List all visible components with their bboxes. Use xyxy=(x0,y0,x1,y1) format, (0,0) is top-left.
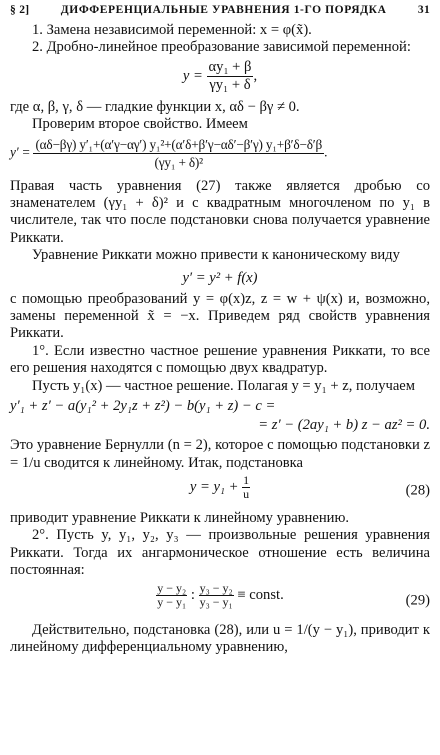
page-number: 31 xyxy=(417,4,430,16)
equation-derivative xyxy=(10,136,430,176)
eq-29-fraction-2-denominator: y₃ − y₁ xyxy=(199,594,233,609)
eq-28-fraction xyxy=(242,474,250,501)
right-side-text: Правая часть уравнения (27) также является дробью со знаменателем (γy₁ + δ)² и с квадратным многочленом по y₁ в числителе, так что после подстановки снова получается уравнение Риккати. xyxy=(10,177,430,246)
eq-28-denominator: u xyxy=(243,486,250,501)
equation-bernoulli-line-1 xyxy=(10,398,430,415)
eq-28-lhs: y = y₁ + xyxy=(189,478,239,495)
conditions-text: где α, β, γ, δ — гладкие функции x, αδ − βγ ≠ 0. xyxy=(10,98,300,115)
eq-28-numerator: 1 xyxy=(243,472,250,487)
eq-deriv-fraction xyxy=(33,136,324,171)
eq-mobius-numerator: αy₁ + β xyxy=(208,58,252,75)
eq-mobius-fraction xyxy=(207,59,254,94)
transformations-text: с помощью преобразований y = φ(x)z, z = w + ψ(x) и, возможно, замены переменной x̃ = −x. Приведем ряд свойств уравнения Риккати. xyxy=(10,290,430,342)
equation-28 xyxy=(10,474,430,508)
eq-29-rhs: ≡ const. xyxy=(237,586,284,603)
particular-solution-text: Пусть y₁(x) — частное решение. Полагая y = y₁ + z, получаем xyxy=(32,377,416,394)
eq-29-fraction-2 xyxy=(199,582,234,609)
eq-mobius-tail: , xyxy=(253,67,258,84)
eq-29-fraction-2-numerator: y₃ − y₂ xyxy=(199,580,233,595)
equation-number-29: (29) xyxy=(405,592,430,609)
equation-canonical xyxy=(10,267,430,289)
eq-29-fraction-1 xyxy=(156,582,187,609)
eq-bernoulli-2-text: = z′ − (2ay₁ + b) z − az² = 0. xyxy=(258,417,430,434)
eq-29-separator: : xyxy=(190,586,195,603)
running-header xyxy=(10,4,430,22)
eq-deriv-tail: . xyxy=(324,144,328,160)
eq-canonical-text: y′ = y² + f(x) xyxy=(182,269,258,286)
equation-number-28: (28) xyxy=(405,482,430,499)
eq-deriv-denominator: (γy₁ + δ)² xyxy=(33,153,324,171)
bernoulli-text: Это уравнение Бернулли (n = 2), которое с помощью подстановки z = 1/u сводится к линейному. Итак, подстановка xyxy=(10,437,430,471)
eq-mobius-lhs: y = xyxy=(182,67,203,84)
item-2-fractional-linear: 2. Дробно-линейное преобразование зависимой переменной: xyxy=(32,39,411,56)
check-property-text: Проверим второе свойство. Имеем xyxy=(32,116,248,133)
section-marker: § 2] xyxy=(10,4,30,16)
linear-result-text: приводит уравнение Риккати к линейному уравнению. xyxy=(10,509,350,526)
chapter-title: ДИФФЕРЕНЦИАЛЬНЫЕ УРАВНЕНИЯ 1-ГО ПОРЯДКА xyxy=(60,4,387,16)
eq-deriv-lhs: y′ = xyxy=(10,144,31,160)
equation-mobius xyxy=(10,59,430,97)
eq-deriv-numerator: (αδ−βγ) y′₁+(α′γ−αγ′) y₁²+(α′δ+β′γ−αδ′−β′γ) y₁+β′δ−δ′β xyxy=(35,136,323,152)
eq-29-fraction-1-numerator: y − y₂ xyxy=(157,580,187,595)
property-2-statement: 2°. Пусть y, y₁, y₂, y₃ — произвольные решения уравнения Риккати. Тогда их ангармоническое отношение есть величина постоянная: xyxy=(10,527,430,579)
equation-bernoulli-line-2 xyxy=(10,417,430,434)
eq-mobius-denominator: γy₁ + δ xyxy=(207,76,254,94)
eq-bernoulli-1-text: y′₁ + z′ − a(y₁² + 2y₁z + z²) − b(y₁ + z) − c = xyxy=(10,398,276,415)
canonical-form-intro: Уравнение Риккати можно привести к каноническому виду xyxy=(32,247,400,264)
property-1-statement: 1°. Если известно частное решение уравнения Риккати, то все его решения находятся с помощью двух квадратур. xyxy=(10,342,430,377)
substitution-text: Действительно, подстановка (28), или u = 1/(y − y₁), приводит к линейному дифференциальному уравнению, xyxy=(10,621,430,655)
item-1-change-of-variable: 1. Замена независимой переменной: x = φ(x̃). xyxy=(32,22,312,38)
equation-29 xyxy=(10,582,430,620)
eq-29-fraction-1-denominator: y − y₁ xyxy=(157,594,187,609)
